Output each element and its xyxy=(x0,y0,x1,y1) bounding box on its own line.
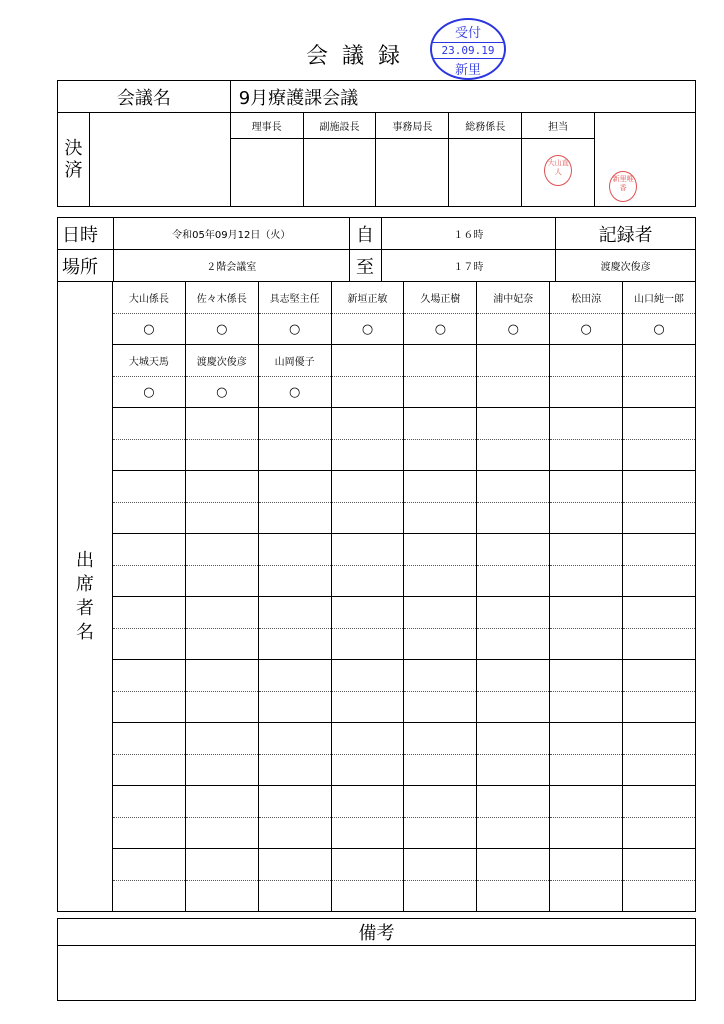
seal-box xyxy=(230,139,303,207)
attendee-mark-cell xyxy=(550,503,623,534)
attendee-mark-cell: ○ xyxy=(185,377,258,408)
attendee-name-cell xyxy=(477,408,550,440)
date-label: 日時 xyxy=(58,218,114,250)
attendee-mark-cell xyxy=(258,692,331,723)
attendee-mark-cell xyxy=(550,692,623,723)
attendee-mark-cell xyxy=(404,818,477,849)
remarks-table xyxy=(57,918,696,1001)
attendee-name-cell xyxy=(550,408,623,440)
attendee-name-cell xyxy=(623,849,696,881)
attendee-mark-cell xyxy=(331,818,404,849)
attendee-mark-cell xyxy=(112,881,185,912)
attendee-mark-cell xyxy=(112,503,185,534)
attendee-name-cell xyxy=(185,534,258,566)
attendee-mark-cell xyxy=(112,629,185,660)
attendee-name-cell xyxy=(185,849,258,881)
attendee-name-cell xyxy=(550,345,623,377)
attendee-mark-cell xyxy=(258,566,331,597)
attendee-mark-cell xyxy=(404,692,477,723)
attendee-name-cell xyxy=(550,534,623,566)
attendee-name-cell xyxy=(404,786,477,818)
seal-box xyxy=(303,139,376,207)
attendee-name-cell: 渡慶次俊彦 xyxy=(185,345,258,377)
attendee-name-cell xyxy=(550,660,623,692)
attendee-mark-cell: ○ xyxy=(623,314,696,345)
attendee-name-cell xyxy=(331,660,404,692)
attendee-mark-cell xyxy=(112,440,185,471)
attendee-mark-cell xyxy=(331,377,404,408)
attendee-name-cell xyxy=(550,471,623,503)
to-value: １７時 xyxy=(381,250,556,282)
attendee-mark-cell xyxy=(404,503,477,534)
attendee-mark-cell xyxy=(258,755,331,786)
attendee-name-cell xyxy=(112,723,185,755)
attendee-name-cell xyxy=(550,849,623,881)
attendee-mark-cell xyxy=(404,881,477,912)
attendee-name-cell xyxy=(112,660,185,692)
attendee-name-cell: 浦中妃奈 xyxy=(477,282,550,314)
seal-box-tanto xyxy=(522,139,595,207)
approval-blank xyxy=(89,113,230,207)
attendee-name-cell: 山口純一郎 xyxy=(623,282,696,314)
attendee-name-cell xyxy=(331,849,404,881)
stamp-top-text: 受付 xyxy=(454,26,481,41)
extra-seal-cell xyxy=(595,113,696,207)
place-label: 場所 xyxy=(58,250,114,282)
attendee-name-cell xyxy=(185,723,258,755)
attendee-name-cell xyxy=(112,534,185,566)
attendee-mark-cell xyxy=(623,566,696,597)
attendee-name-cell xyxy=(185,597,258,629)
approver-header: 総務係長 xyxy=(449,113,522,139)
attendee-name-cell xyxy=(550,723,623,755)
attendee-name-cell xyxy=(185,786,258,818)
attendee-name-cell xyxy=(404,408,477,440)
attendee-name-cell xyxy=(185,471,258,503)
page-title: 会議録 xyxy=(305,44,414,69)
attendee-name-cell xyxy=(550,597,623,629)
attendee-name-cell xyxy=(477,849,550,881)
from-label: 自 xyxy=(349,218,381,250)
attendee-name-cell: 具志堅主任 xyxy=(258,282,331,314)
attendee-name-cell: 大山係長 xyxy=(112,282,185,314)
attendee-name-cell xyxy=(258,534,331,566)
seal-box xyxy=(449,139,522,207)
attendee-mark-cell xyxy=(623,503,696,534)
attendee-name-cell xyxy=(112,849,185,881)
from-value: １６時 xyxy=(381,218,556,250)
attendee-mark-cell xyxy=(185,818,258,849)
attendee-mark-cell xyxy=(623,818,696,849)
attendee-mark-cell xyxy=(258,503,331,534)
attendee-name-cell xyxy=(331,597,404,629)
attendee-mark-cell xyxy=(477,440,550,471)
to-label: 至 xyxy=(349,250,381,282)
attendee-mark-cell xyxy=(550,440,623,471)
remarks-body xyxy=(58,946,696,1001)
attendee-mark-cell xyxy=(623,755,696,786)
attendee-mark-cell xyxy=(331,566,404,597)
attendee-name-cell: 佐々木係長 xyxy=(185,282,258,314)
attendee-name-cell xyxy=(477,471,550,503)
attendee-name-cell xyxy=(258,723,331,755)
attendee-name-cell xyxy=(331,345,404,377)
attendee-mark-cell xyxy=(550,629,623,660)
date-value: 令和05年09月12日（火） xyxy=(113,218,349,250)
attendee-name-cell xyxy=(331,408,404,440)
attendee-name-cell: 山岡優子 xyxy=(258,345,331,377)
attendee-name-cell xyxy=(477,345,550,377)
approval-label-text: 決済 xyxy=(64,137,83,181)
attendee-name-cell xyxy=(331,534,404,566)
attendance-label xyxy=(58,282,113,912)
attendee-mark-cell xyxy=(623,881,696,912)
attendee-name-cell xyxy=(185,408,258,440)
attendee-mark-cell xyxy=(550,377,623,408)
attendee-name-cell xyxy=(623,723,696,755)
attendee-mark-cell xyxy=(185,503,258,534)
attendee-mark-cell xyxy=(404,377,477,408)
recorder-label: 記録者 xyxy=(556,218,696,250)
attendee-name-cell xyxy=(477,723,550,755)
attendee-name-cell: 新垣正敏 xyxy=(331,282,404,314)
recorder-value: 渡慶次俊彦 xyxy=(556,250,696,282)
attendee-mark-cell: ○ xyxy=(112,377,185,408)
attendee-mark-cell xyxy=(623,440,696,471)
attendee-name-cell xyxy=(331,723,404,755)
attendee-name-cell xyxy=(623,408,696,440)
attendee-name-cell xyxy=(404,534,477,566)
attendee-mark-cell: ○ xyxy=(258,314,331,345)
attendee-mark-cell xyxy=(258,818,331,849)
attendee-mark-cell xyxy=(331,692,404,723)
attendee-name-cell xyxy=(623,471,696,503)
attendee-mark-cell xyxy=(477,377,550,408)
attendee-name-cell xyxy=(258,597,331,629)
attendee-mark-cell xyxy=(404,629,477,660)
approver-header: 理事長 xyxy=(230,113,303,139)
attendee-name-cell xyxy=(404,345,477,377)
attendee-name-cell xyxy=(112,597,185,629)
attendance-label-text: 出席者名 xyxy=(75,549,94,643)
attendee-name-cell xyxy=(258,471,331,503)
meeting-name-label: 会議名 xyxy=(58,81,231,113)
attendee-mark-cell xyxy=(185,692,258,723)
stamp-date: 23.09.19 xyxy=(432,42,504,59)
attendee-name-cell xyxy=(404,849,477,881)
tanto-seal: 大山直人 xyxy=(544,155,572,186)
attendee-name-cell xyxy=(404,597,477,629)
attendee-mark-cell xyxy=(331,629,404,660)
attendee-name-cell: 松田涼 xyxy=(550,282,623,314)
attendee-name-cell xyxy=(258,849,331,881)
attendee-mark-cell: ○ xyxy=(331,314,404,345)
attendee-mark-cell xyxy=(331,440,404,471)
attendee-name-cell xyxy=(477,534,550,566)
attendee-name-cell xyxy=(404,723,477,755)
attendee-mark-cell: ○ xyxy=(477,314,550,345)
attendee-mark-cell: ○ xyxy=(404,314,477,345)
attendee-mark-cell xyxy=(185,755,258,786)
attendee-mark-cell xyxy=(331,503,404,534)
attendee-mark-cell: ○ xyxy=(112,314,185,345)
attendee-name-cell xyxy=(550,786,623,818)
attendee-mark-cell xyxy=(112,755,185,786)
attendee-mark-cell xyxy=(404,755,477,786)
attendee-mark-cell xyxy=(477,566,550,597)
attendee-name-cell xyxy=(477,786,550,818)
attendee-mark-cell: ○ xyxy=(258,377,331,408)
seal-box xyxy=(376,139,449,207)
attendee-name-cell xyxy=(112,471,185,503)
attendee-name-cell xyxy=(477,597,550,629)
attendee-mark-cell xyxy=(112,818,185,849)
attendee-name-cell xyxy=(477,660,550,692)
attendee-name-cell xyxy=(258,408,331,440)
attendee-mark-cell xyxy=(185,566,258,597)
attendee-name-cell xyxy=(404,660,477,692)
attendee-mark-cell xyxy=(404,566,477,597)
approval-table xyxy=(57,80,696,207)
approver-header: 担当 xyxy=(522,113,595,139)
attendee-mark-cell: ○ xyxy=(550,314,623,345)
attendee-name-cell xyxy=(185,660,258,692)
attendee-mark-cell xyxy=(112,692,185,723)
attendee-mark-cell xyxy=(258,881,331,912)
attendee-mark-cell xyxy=(258,629,331,660)
approval-label xyxy=(58,113,90,207)
attendee-name-cell xyxy=(623,660,696,692)
attendee-mark-cell xyxy=(185,440,258,471)
attendee-mark-cell xyxy=(550,566,623,597)
attendee-mark-cell xyxy=(550,755,623,786)
remarks-label: 備考 xyxy=(58,919,696,946)
attendee-mark-cell xyxy=(477,503,550,534)
attendee-mark-cell: ○ xyxy=(185,314,258,345)
place-value: ２階会議室 xyxy=(113,250,349,282)
attendee-name-cell xyxy=(112,408,185,440)
approver-header: 副施設長 xyxy=(303,113,376,139)
attendee-mark-cell xyxy=(258,440,331,471)
attendee-name-cell: 久場正樹 xyxy=(404,282,477,314)
attendee-mark-cell xyxy=(623,377,696,408)
attendee-mark-cell xyxy=(185,881,258,912)
extra-seal: 新里唯香 xyxy=(609,171,637,202)
attendee-mark-cell xyxy=(477,692,550,723)
attendance-table xyxy=(57,281,696,912)
attendee-name-cell xyxy=(258,660,331,692)
attendee-name-cell xyxy=(623,345,696,377)
attendee-name-cell xyxy=(331,471,404,503)
attendee-mark-cell xyxy=(331,755,404,786)
attendee-name-cell xyxy=(623,597,696,629)
attendee-name-cell xyxy=(258,786,331,818)
meeting-name-value: 9月療護課会議 xyxy=(230,81,695,113)
approver-header: 事務局長 xyxy=(376,113,449,139)
attendee-mark-cell xyxy=(185,629,258,660)
attendee-mark-cell xyxy=(623,692,696,723)
attendee-mark-cell xyxy=(623,629,696,660)
schedule-table xyxy=(57,217,696,282)
attendee-name-cell xyxy=(404,471,477,503)
attendee-name-cell xyxy=(112,786,185,818)
stamp-name: 新里 xyxy=(454,63,481,78)
attendee-mark-cell xyxy=(477,629,550,660)
attendee-mark-cell xyxy=(477,881,550,912)
attendee-name-cell xyxy=(331,786,404,818)
attendee-mark-cell xyxy=(477,755,550,786)
attendee-mark-cell xyxy=(477,818,550,849)
attendee-mark-cell xyxy=(112,566,185,597)
attendee-mark-cell xyxy=(331,881,404,912)
attendee-mark-cell xyxy=(550,881,623,912)
attendee-mark-cell xyxy=(550,818,623,849)
attendee-name-cell xyxy=(623,786,696,818)
attendee-mark-cell xyxy=(404,440,477,471)
reception-stamp xyxy=(430,18,506,80)
attendee-name-cell: 大城天馬 xyxy=(112,345,185,377)
attendee-name-cell xyxy=(623,534,696,566)
